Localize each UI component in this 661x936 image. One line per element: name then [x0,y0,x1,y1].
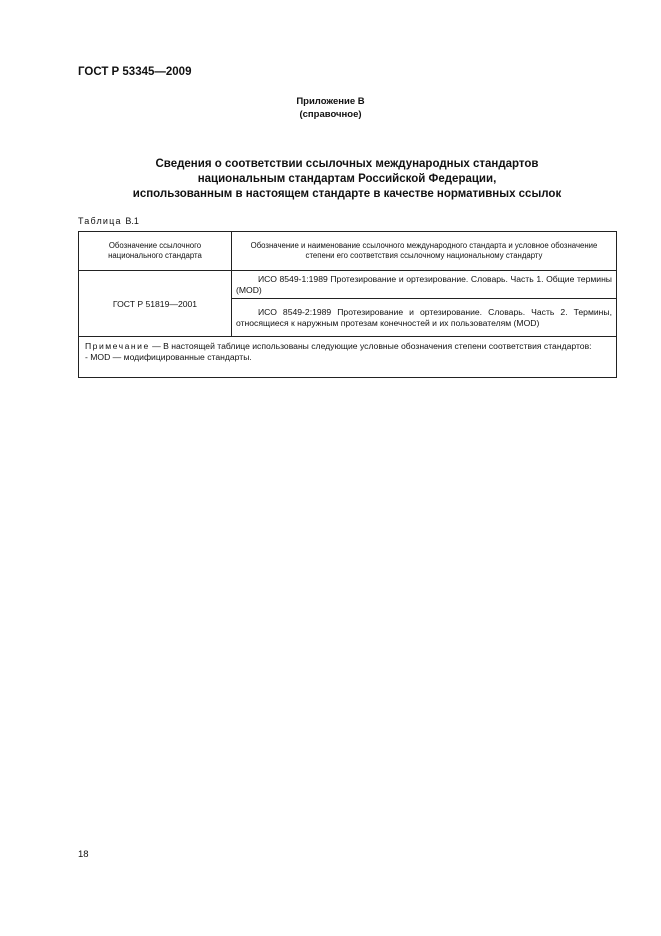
heading-line: национальным стандартам Российской Федерации, [197,173,497,185]
table-note-row [79,337,617,378]
national-standard-cell: ГОСТ Р 51819—2001 [79,271,232,337]
header-national-standard: Обозначение ссылочного национального стандарта [79,232,232,271]
note-text: — В настоящей таблице использованы следующие условные обозначения степени соответствия стандартов: [149,341,592,351]
section-heading [78,157,616,202]
international-standard-cell: ИСО 8549-2:1989 Протезирование и ортезирование. Словарь. Часть 2. Термины, относящиеся к наружным протезам конечностей и их пользователям (MOD) [232,299,617,337]
appendix-type: (справочное) [299,109,362,120]
table-note [79,337,617,378]
table-header-row [79,232,617,271]
document-code: ГОСТ Р 53345—2009 [78,66,192,78]
appendix-title: Приложение В [296,96,365,107]
page-number: 18 [78,849,89,860]
note-label: Примечание [85,341,150,351]
table-caption [78,216,139,226]
table-caption-label: Таблица [78,216,122,226]
international-standard-cell: ИСО 8549-1:1989 Протезирование и ортезирование. Словарь. Часть 1. Общие термины (MOD) [232,271,617,299]
note-item: - MOD — модифицированные стандарты. [85,351,252,362]
reference-table [78,231,617,378]
table-row [79,271,617,299]
table-caption-number: В.1 [125,216,139,226]
heading-line: Сведения о соответствии ссылочных международных стандартов [155,158,539,170]
heading-line: использованным в настоящем стандарте в качестве нормативных ссылок [132,188,562,200]
header-international-standard: Обозначение и наименование ссылочного международного стандарта и условное обозначение степени его соответствия ссылочному национальному стандарту [232,232,617,271]
